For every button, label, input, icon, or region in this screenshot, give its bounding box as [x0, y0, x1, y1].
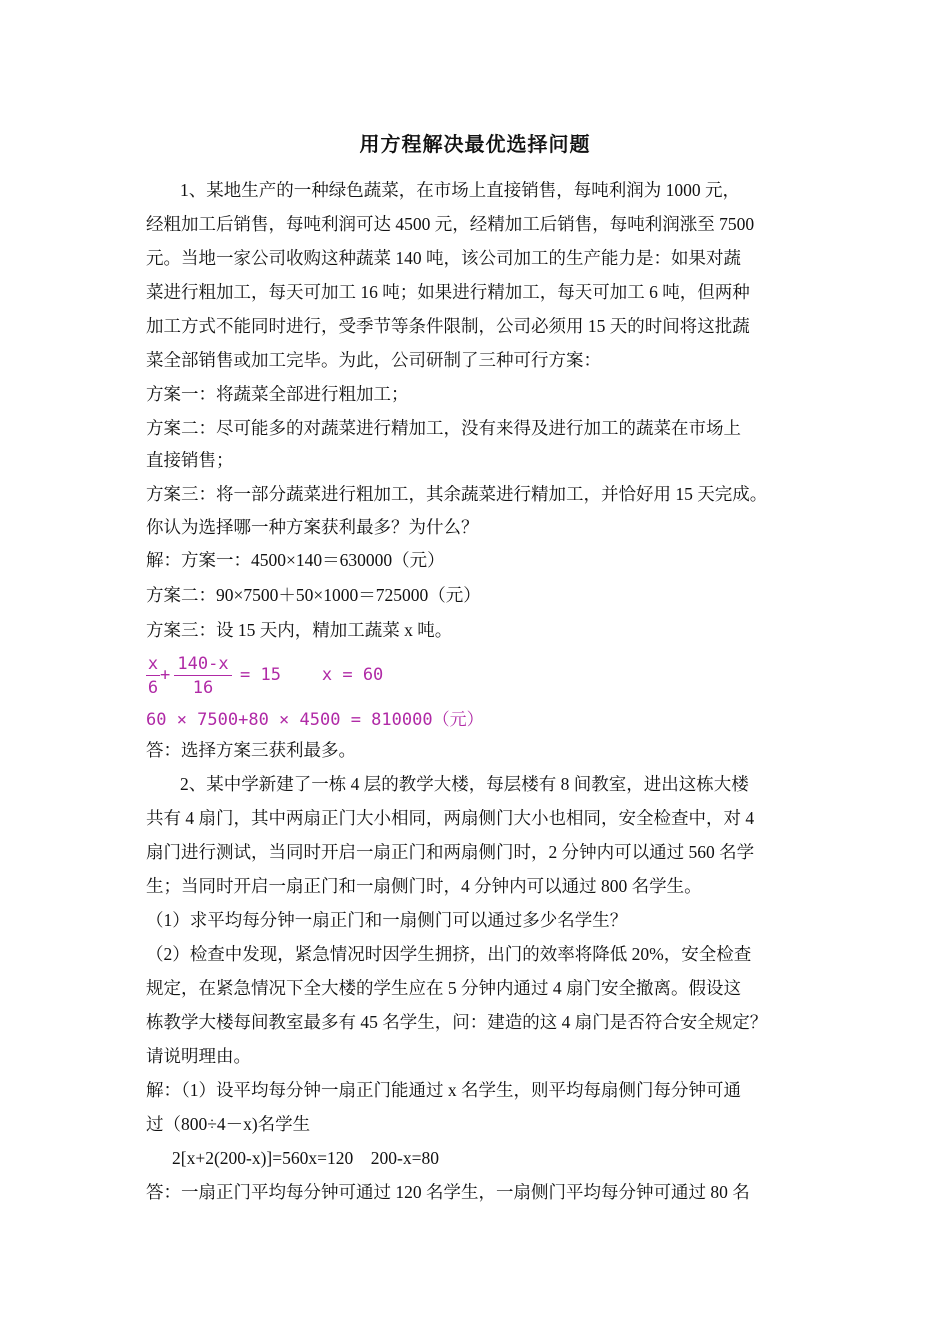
p2-line-4: 生；当同时开启一扇正门和一扇侧门时，4 分钟内可以通过 800 名学生。	[146, 876, 702, 896]
p2-line-1: 2、某中学新建了一栋 4 层的教学大楼，每层楼有 8 间教室，进出这栋大楼	[180, 774, 749, 794]
p1-solution-2: 方案二：90×7500＋50×1000＝725000（元）	[146, 585, 481, 605]
p2-answer: 答：一扇正门平均每分钟可通过 120 名学生，一扇侧门平均每分钟可通过 80 名	[146, 1182, 750, 1202]
p1-line-2: 经粗加工后销售，每吨利润可达 4500 元，经精加工后销售，每吨利润涨至 7500	[146, 214, 755, 234]
p2-equation: 2[x+2(200-x)]=560x=120 200-x=80	[172, 1148, 439, 1168]
plus-sign: +	[160, 665, 171, 685]
p1-line-5: 加工方式不能同时进行，受季节等条件限制，公司必须用 15 天的时间将这批蔬	[146, 316, 750, 336]
fraction-numerator: 140-x	[174, 654, 232, 676]
p2-line-3: 扇门进行测试，当同时开启一扇正门和两扇侧门时，2 分钟内可以通过 560 名学	[146, 842, 755, 862]
profit-calculation: 60 × 7500+80 × 4500 = 810000（元）	[146, 710, 484, 730]
p2-question-2: （2）检查中发现，紧急情况时因学生拥挤，出门的效率将降低 20%，安全检查	[146, 944, 752, 964]
p2-line-8: 栋教学大楼每间教室最多有 45 名学生，问：建造的这 4 扇门是否符合安全规定？	[146, 1012, 768, 1032]
p1-plan-1: 方案一：将蔬菜全部进行粗加工；	[146, 384, 409, 404]
p1-answer: 答：选择方案三获利最多。	[146, 740, 356, 760]
p1-line-4: 菜进行粗加工，每天可加工 16 吨；如果进行精加工，每天可加工 6 吨，但两种	[146, 282, 750, 302]
p1-question: 你认为选择哪一种方案获利最多？为什么？	[146, 517, 479, 537]
p1-solution-3: 方案三：设 15 天内，精加工蔬菜 x 吨。	[146, 620, 453, 640]
p2-line-9: 请说明理由。	[146, 1046, 251, 1066]
p1-plan-2-cont: 直接销售；	[146, 450, 234, 470]
fraction-x-over-6	[146, 654, 160, 698]
fraction-140-minus-x-over-16	[174, 654, 232, 698]
fraction-numerator: x	[147, 654, 159, 674]
fraction-denominator: 16	[192, 678, 214, 698]
p2-question-1: （1）求平均每分钟一扇正门和一扇侧门可以通过多少名学生？	[146, 910, 628, 930]
p2-solution-1: 解：（1）设平均每分钟一扇正门能通过 x 名学生，则平均每扇侧门每分钟可通	[146, 1080, 741, 1100]
p1-plan-2: 方案二：尽可能多的对蔬菜进行精加工，没有来得及进行加工的蔬菜在市场上	[146, 418, 741, 438]
equation-result: = 15 x = 60	[240, 665, 384, 685]
p2-line-7: 规定，在紧急情况下全大楼的学生应在 5 分钟内通过 4 扇门安全撤离。假设这	[146, 978, 741, 998]
p2-solution-1-cont: 过（800÷4－x)名学生	[146, 1114, 311, 1134]
document-title: 用方程解决最优选择问题	[359, 132, 591, 156]
p1-line-6: 菜全部销售或加工完毕。为此，公司研制了三种可行方案：	[146, 350, 601, 370]
p1-line-1: 1、某地生产的一种绿色蔬菜，在市场上直接销售，每吨利润为 1000 元，	[180, 180, 740, 200]
p1-plan-3: 方案三：将一部分蔬菜进行粗加工，其余蔬菜进行精加工，并恰好用 15 天完成。	[146, 484, 768, 504]
fraction-denominator: 6	[147, 678, 159, 698]
p1-line-3: 元。当地一家公司收购这种蔬菜 140 吨，该公司加工的生产能力是：如果对蔬	[146, 248, 741, 268]
p1-solution-1: 解：方案一：4500×140＝630000（元）	[146, 550, 445, 570]
p2-line-2: 共有 4 扇门，其中两扇正门大小相同，两扇侧门大小也相同，安全检查中，对 4	[146, 808, 755, 828]
